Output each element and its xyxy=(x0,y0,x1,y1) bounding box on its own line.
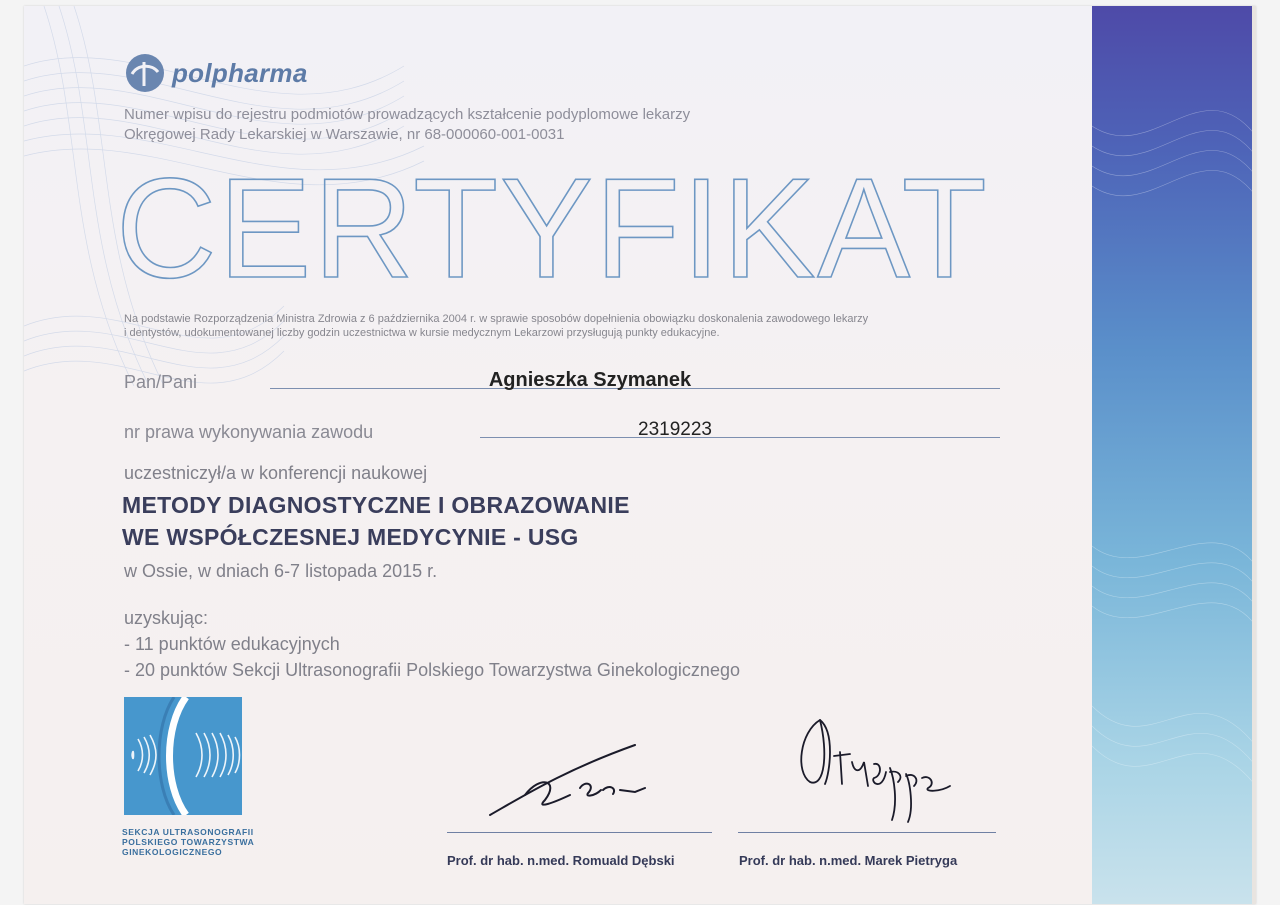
signatory-name-debski: Prof. dr hab. n.med. Romuald Dębski xyxy=(447,853,675,868)
license-number: 2319223 xyxy=(638,419,712,440)
certificate-title: CERTYFIKAT xyxy=(116,149,989,308)
ultrasound-section-logo xyxy=(124,697,242,815)
conference-title-line-1: METODY DIAGNOSTYCZNE I OBRAZOWANIE xyxy=(122,492,630,518)
polpharma-mark-icon xyxy=(122,50,168,96)
section-caption-line-1: SEKCJA ULTRASONOGRAFII xyxy=(122,827,254,837)
ultrasound-wave-icon xyxy=(124,697,242,815)
section-caption-line-3: GINEKOLOGICZNEGO xyxy=(122,847,223,857)
signature-debski xyxy=(485,740,665,820)
signature-line-pietryga xyxy=(738,832,996,833)
conference-title-line-2: WE WSPÓŁCZESNEJ MEDYCYNIE - USG xyxy=(122,524,579,550)
points-intro: uzyskując: xyxy=(124,608,209,628)
legal-line-1: Na podstawie Rozporządzenia Ministra Zdrowia z 6 października 2004 r. w sprawie sposobów dopełnienia obowiązku doskonalenia zawodowego lekarzy xyxy=(124,313,869,325)
registry-info xyxy=(124,105,690,145)
conference-title xyxy=(122,489,630,553)
polpharma-logo xyxy=(122,50,308,96)
points-section xyxy=(124,605,740,683)
registry-line-2: Okręgowej Rady Lekarskiej w Warszawie, nr 68-000060-001-0031 xyxy=(124,126,565,143)
decorative-band xyxy=(1092,6,1256,904)
section-caption-line-2: POLSKIEGO TOWARZYSTWA xyxy=(122,837,255,847)
legal-line-2: i dentystów, udokumentowanej liczby godzin uczestnictwa w kursie medycznym Lekarzowi przysługują punkty edukacyjne. xyxy=(124,327,720,339)
legal-basis xyxy=(124,312,994,340)
participation-intro: uczestniczył/a w konferencji naukowej xyxy=(124,463,428,483)
polpharma-wordmark: polpharma xyxy=(172,57,308,88)
signatory-name-pietryga: Prof. dr hab. n.med. Marek Pietryga xyxy=(739,853,958,868)
recipient-label: Pan/Pani xyxy=(124,372,198,392)
page-edge xyxy=(1252,6,1256,904)
license-label: nr prawa wykonywania zawodu xyxy=(124,422,374,442)
recipient-name: Agnieszka Szymanek xyxy=(488,369,692,391)
ultrasound-section-caption xyxy=(122,827,254,857)
conference-location-dates: w Ossie, w dniach 6-7 listopada 2015 r. xyxy=(124,561,438,581)
points-item: - 11 punktów edukacyjnych xyxy=(124,634,340,654)
signature-pietryga xyxy=(790,712,965,830)
registry-line-1: Numer wpisu do rejestru podmiotów prowadzących kształcenie podyplomowe lekarzy xyxy=(124,106,691,123)
signature-line-debski xyxy=(447,832,712,833)
points-item: - 20 punktów Sekcji Ultrasonografii Polskiego Towarzystwa Ginekologicznego xyxy=(124,660,740,680)
